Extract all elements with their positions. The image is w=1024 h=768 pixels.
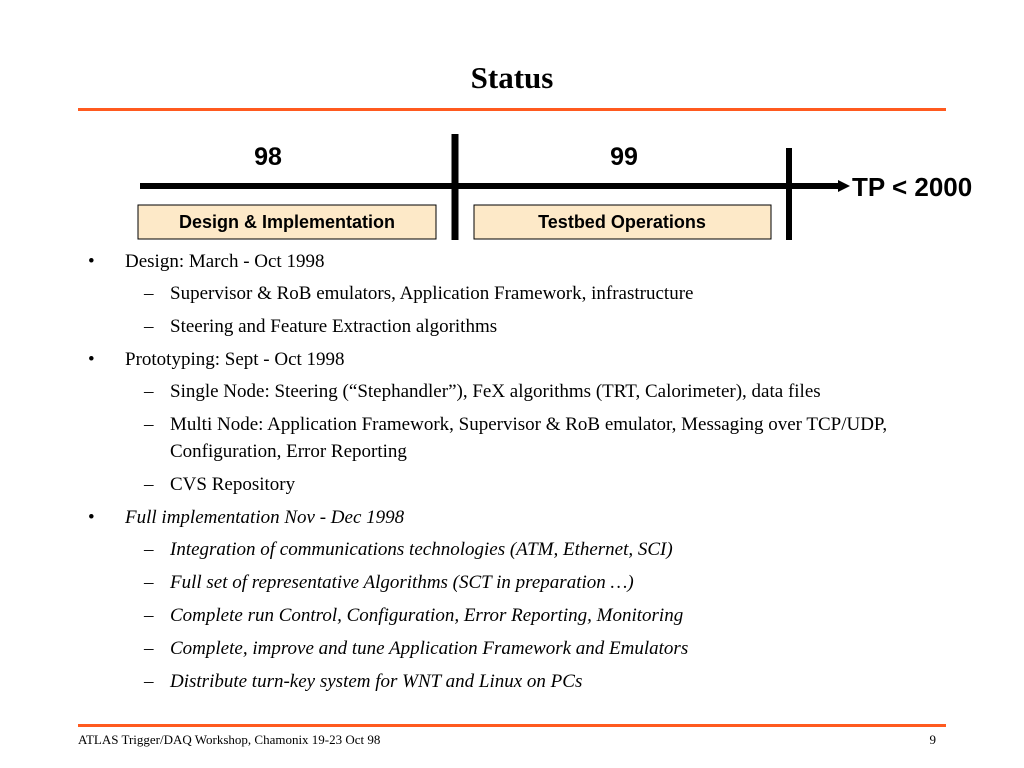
sub-bullet-item [88,471,948,498]
bullet-item [88,346,948,373]
sub-bullet-item [88,635,948,662]
sub-bullet-text: Integration of communications technologies (ATM, Ethernet, SCI) [170,539,673,560]
sub-bullet-text: Supervisor & RoB emulators, Application Framework, infrastructure [170,283,694,304]
bullet-text: Design: March - Oct 1998 [125,251,325,272]
dash-marker: – [144,671,154,692]
year-98-label: 98 [254,143,282,171]
sub-bullet-text: CVS Repository [170,474,296,495]
dash-marker: – [144,572,154,593]
phase-testbed-label: Testbed Operations [538,212,706,232]
sub-bullet-item [88,602,948,629]
target-label: TP < 2000 [852,172,973,202]
dash-marker: – [144,283,154,304]
sub-bullet-item [88,378,948,405]
dash-marker: – [144,316,154,337]
sub-bullet-item [88,668,948,695]
bullet-item [88,248,948,275]
phase-design-label: Design & Implementation [178,212,396,232]
sub-bullet-text: Complete, improve and tune Application Framework and Emulators [170,638,689,659]
footer-divider [78,724,946,727]
page-number: 9 [929,732,936,747]
sub-bullet-item [88,536,948,563]
dash-marker: – [144,638,154,659]
sub-bullet-item [88,411,948,465]
dash-marker: – [144,381,154,402]
sub-bullet-text: Multi Node: Application Framework, Supervisor & RoB emulator, Messaging over TCP/UDP, Configuration, Error Reporting [170,414,888,462]
bullet-list [88,248,948,701]
bullet-text: Prototyping: Sept - Oct 1998 [125,349,345,370]
sub-bullet-text: Steering and Feature Extraction algorithms [170,316,498,337]
timeline-arrowhead [838,180,850,192]
dash-marker: – [144,539,154,560]
slide-title: Status [470,60,554,95]
footer-text: ATLAS Trigger/DAQ Workshop, Chamonix 19-23 Oct 98 [78,732,381,747]
sub-bullet-item [88,313,948,340]
sub-bullet-item [88,280,948,307]
sub-bullet-text: Single Node: Steering (“Stephandler”), FeX algorithms (TRT, Calorimeter), data files [170,381,821,402]
bullet-marker: • [88,349,95,370]
dash-marker: – [144,474,154,495]
dash-marker: – [144,414,154,435]
bullet-marker: • [88,507,95,528]
timeline-diagram [0,0,1024,250]
bullet-item [88,504,948,531]
bullet-text: Full implementation Nov - Dec 1998 [125,507,405,528]
sub-bullet-item [88,569,948,596]
sub-bullet-text: Full set of representative Algorithms (SCT in preparation …) [170,572,634,593]
year-99-label: 99 [610,143,638,171]
sub-bullet-text: Distribute turn-key system for WNT and Linux on PCs [170,671,583,692]
bullet-marker: • [88,251,95,272]
dash-marker: – [144,605,154,626]
sub-bullet-text: Complete run Control, Configuration, Error Reporting, Monitoring [170,605,684,626]
